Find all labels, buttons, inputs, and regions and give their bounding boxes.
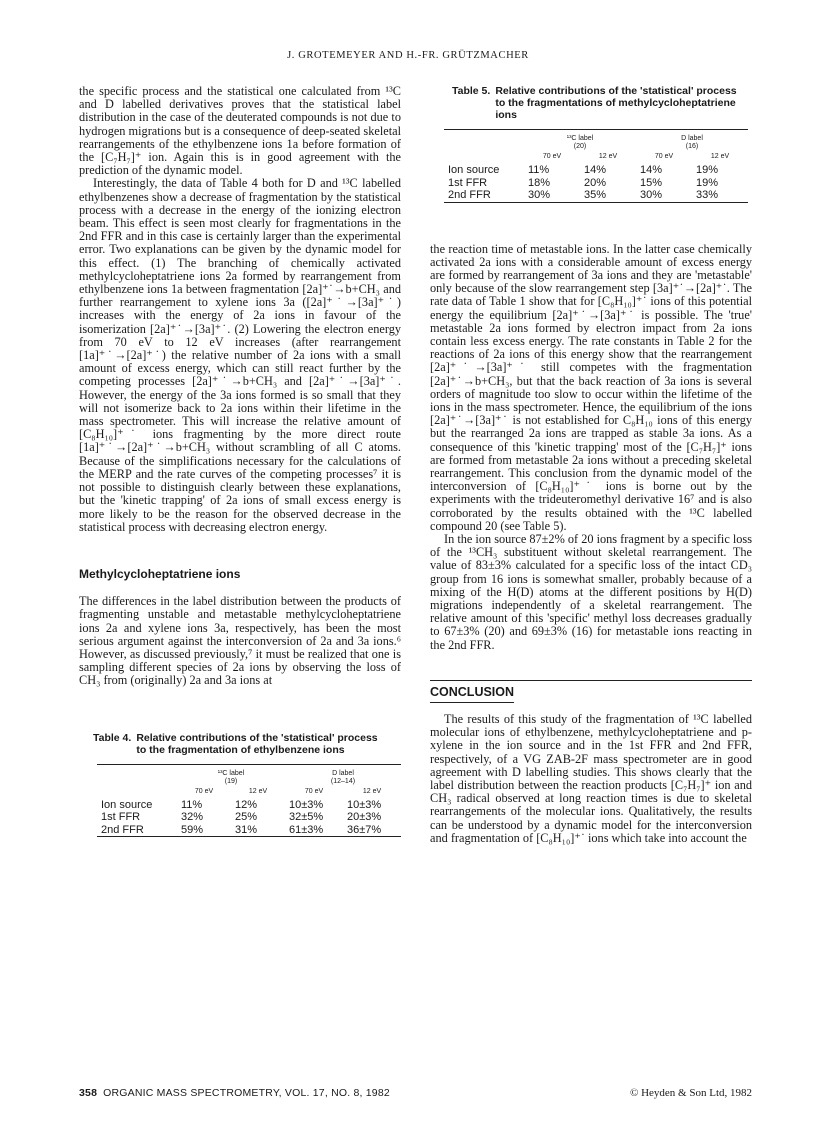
table-5-group-d: D label (16): [681, 135, 703, 150]
left-column: [79, 85, 401, 837]
right-paragraph-3: The results of this study of the fragmentation of ¹³C labelled molecular ions of ethylbenzene, methylcycloheptatriene and p-xylene in the ion source and in the 1st FFR and 2nd FFR, respectively, of a VG ZAB-2F mass spectrometer are in good agreement with D labelling studies. This shows clearly that the label distribution between the reaction products [C₇H₇]⁺ ion and CH₃ radical observed at long reaction times is due to skeletal rearrangements of the molecular ions. Qualitatively, the results can be understood by a dynamic model for the interconversion and fragmentation of [C₈H₁₀]⁺˙ ions which take into account the: [430, 712, 752, 845]
table-4: [79, 732, 401, 838]
section-heading-methylcycloheptatriene: Methylcycloheptatriene ions: [79, 566, 241, 581]
table-5-group-13c: ¹³C label (20): [566, 135, 594, 150]
right-paragraph-2: In the ion source 87±2% of 20 ions fragment by a specific loss of the ¹³CH₃ substituent without skeletal rearrangement. The value of 83±3% calculated for a specific loss of the intact CD₃ group from 16 ions is somewhat smaller, probably because of a mixing of the H(D) atoms at the different positions by H(D) migrations independently of a skeletal rearrangement. The relative amount of this 'specific' methyl loss decreases gradually to 67±3% (20) and 69±3% (16) for metastable ions reacting in the 2nd FFR.: [430, 531, 752, 652]
table-4-group-d: D label (12–14): [330, 769, 356, 785]
table-row: 1st FFR 32% 25% 32±5% 20±3%: [101, 811, 382, 824]
left-paragraph-1: the specific process and the statistical one calculated from ¹³C and D labelled derivatives proves that the statistical label distribution in the case of the deuterated compounds is not due to hydrogen migrations but is a consequence of deep-seated skeletal rearrangements of the ethylbenzene ions 1a before formation of the [C₇H₇]⁺ ion. Again this is in good agreement with the prediction of the dynamic model.: [79, 84, 401, 178]
table-4-grid: ¹³C label (19) D label (12–14) 70 eV 12 eV 70 eV 12 eV Ion source 11% 12% 10±3% 10±3% 1st FFR 32% 25% 32±5% 20±3% 2nd FFR 59% 31% 61±3% 36±7%: [97, 764, 401, 838]
footer-copyright: © Heyden & Son Ltd, 1982: [629, 1087, 752, 1099]
table-5-caption: Table 5. Relative contributions of the 'statistical' process to the fragmentations of methylcycloheptatriene ions: [452, 85, 737, 121]
table-5: [430, 85, 752, 203]
right-paragraph-1: the reaction time of metastable ions. In the latter case chemically activated 2a ions with a considerable amount of excess energy are formed by rearrangement of 3a ions and they are 'metastable' only because of the slow rearrangement step [3a]⁺˙→[2a]⁺˙. The rate data of Table 1 show that for [C₈H₁₀]⁺˙ ions of this potential energy the equilibrium [2a]⁺˙→[3a]⁺˙ is possible. The 'true' metastable 2a ions formed by electron impact from 2a ions contain less excess energy. The rate constants in Table 2 for the reactions of 2a ions of this energy show that the rearrangement [2a]⁺˙→[3a]⁺˙ still competes with the fragmentation [2a]⁺˙→b+CH₃, but that the back reaction of 3a ions is several orders of magnitude too slow to occur within the lifetime of the ions in the mass spectrometer. Hence, the equilibrium of the ions [2a]⁺˙→[3a]⁺˙ is not established for C₈H₁₀ ions of this energy but the rearranged 2a ions are trapped as stable 3a ions. As a consequence of this 'kinetic trapping' most of the [C₇H₇]⁺ ions are formed from metastable 2a ions without a preceding skeletal rearrangement. This conclusion from the dynamic model of the interconversion of [C₈H₁₀]⁺˙ ions is borne out by the experiments with the trideuteromethyl derivative 16⁷ and is also corroborated by the results obtained with the ¹³C labelled compound 20 (see Table 5).: [430, 241, 752, 533]
table-row: Ion source 11% 12% 10±3% 10±3%: [101, 798, 382, 811]
running-head: J. GROTEMEYER AND H.-FR. GRÜTZMACHER: [287, 50, 529, 61]
right-column: [430, 85, 752, 845]
left-paragraph-3: The differences in the label distribution between the products of fragmenting unstable and metastable methylcycloheptatriene ions 2a and xylene ions 3a, respectively, has been the most serious argument against the interconversion of 2a and 3a ions.⁶ However, as discussed previously,⁷ it must be realized that one is sampling different species of 2a ions by observing the loss of CH₃ from (originally) 2a and 3a ions at: [79, 594, 401, 688]
section-heading-conclusion: CONCLUSION: [430, 681, 514, 703]
table-4-group-13c: ¹³C label (19): [217, 769, 245, 785]
table-4-caption: Table 4. Relative contributions of the 'statistical' process to the fragmentation of ethylbenzene ions: [93, 731, 378, 756]
table-5-grid: ¹³C label (20) D label (16) 70 eV 12 eV 70 eV 12 eV Ion source 11% 14% 14% 19% 1st FFR 18% 20% 15% 19% 2nd FFR 30% 35% 30% 33%: [444, 129, 748, 203]
journal-citation: ORGANIC MASS SPECTROMETRY, VOL. 17, NO. 8, 1982: [103, 1087, 390, 1099]
table-row: 1st FFR 18% 20% 15% 19%: [448, 176, 719, 189]
table-row: 2nd FFR 59% 31% 61±3% 36±7%: [97, 824, 401, 837]
left-paragraph-2: Interestingly, the data of Table 4 both for D and ¹³C labelled ethylbenzenes show a decrease of fragmentation by the statistical process with a decrease in the energy of the ionizing electron beam. This effect is seen most clearly for fragmentations in the 2nd FFR and in this case is certainly larger than the experimental error. Two explanations can be given by the dynamic model for this effect. (1) The branching of chemically activated methylcycloheptatriene ions 2a formed by rearrangement from ethylbenzene ions 1a between fragmentation [2a]⁺˙→b+CH₃ and further rearrangement to xylene ions 3a ([2a]⁺˙→[3a]⁺˙) increases with the energy of 2a ions in favour of the isomerization [2a]⁺˙→[3a]⁺˙. (2) Lowering the electron energy from 70 eV to 12 eV increases (after rearrangement [1a]⁺˙→[2a]⁺˙) the relative number of 2a ions with a small amount of excess energy, which can still react further by the competing processes [2a]⁺˙→b+CH₃ and [2a]⁺˙→[3a]⁺˙. However, the energy of the 3a ions formed is so small that they will not isomerize back to 2a ions within their lifetime in the mass spectrometer. This will increase the relative amount of [C₈H₁₀]⁺˙ ions fragmenting by the more direct route [1a]⁺˙→[2a]⁺˙→b+CH₃ without scrambling of all C atoms. Because of the simplifications necessary for the calculations of the MERP and the rate curves of the competing processes⁷ it is not possible to distinguish clearly between these explanations, but the 'kinetic trapping' of 2a ions of small excess energy is more likely to be the reason for the observed decrease in the statistical process with decreasing electron energy.: [79, 176, 401, 534]
footer-journal: [79, 1087, 390, 1099]
table-row: 2nd FFR 30% 35% 30% 33%: [444, 189, 748, 202]
page-number: 358: [79, 1087, 98, 1099]
table-row: Ion source 11% 14% 14% 19%: [448, 164, 719, 176]
